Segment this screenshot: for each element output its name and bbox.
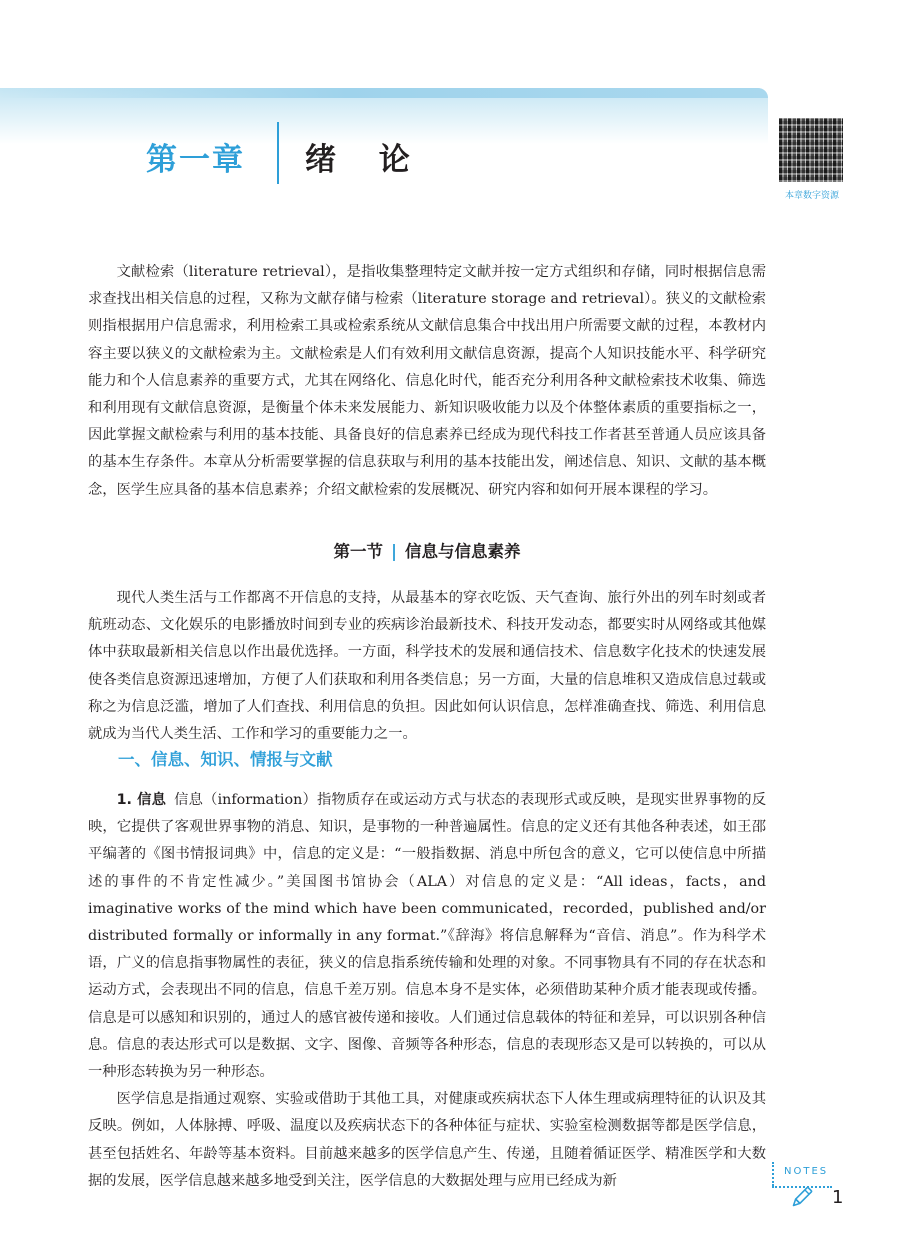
notes-label: NOTES xyxy=(784,1166,829,1177)
qr-caption: 本章数字资源 xyxy=(784,191,839,201)
subsection-heading: 一、信息、知识、情报与文献 xyxy=(118,750,333,769)
medical-information-paragraph: 医学信息是指通过观察、实验或借助于其他工具，对健康或疾病状态下人体生理或病理特征的认识及其反映。例如，人体脉搏、呼吸、温度以及疾病状态下的各种体征与症状、实验室检测数据等都是医学信息，甚至包括姓名、年龄等基本资料。目前越来越多的医学信息产生、传递，且随着循证医学、精准医学和大数据的发展，医学信息越来越多地受到关注，医学信息的大数据处理与应用已经成为新 xyxy=(88,1091,766,1189)
information-paragraph xyxy=(88,787,766,1086)
qr-code-icon[interactable] xyxy=(779,118,843,182)
section-paragraph: 现代人类生活与工作都离不开信息的支持，从最基本的穿衣吃饭、天气查询、旅行外出的列车时刻或者航班动态、文化娱乐的电影播放时间到专业的疾病诊治最新技术、科技开发动态，都要实时从网络或其他媒体中获取最新相关信息以作出最优选择。一方面，科学技术的发展和通信技术、信息数字化技术的快速发展使各类信息资源迅速增加，方便了人们获取和利用各类信息；另一方面，大量的信息堆积又造成信息过载或称之为信息泛滥，增加了人们查找、利用信息的负担。因此如何认识信息，怎样准确查找、筛选、利用信息就成为当代人类生活、工作和学习的重要能力之一。 xyxy=(88,590,766,743)
notes-rule xyxy=(772,1162,774,1186)
intro-paragraph: 文献检索（literature retrieval），是指收集整理特定文献并按一定方式组织和存储，同时根据信息需求查找出相关信息的过程，又称为文献存储与检索（literature storage and retrieval）。狭义的文献检索则指根据用户信息需求，利用检索工具或检索系统从文献信息集合中找出用户所需要文献的过程，本教材内容主要以狭义的文献检索为主。文献检索是人们有效利用文献信息资源，提高个人知识技能水平、科学研究能力和个人信息素养的重要方式，尤其在网络化、信息化时代，能否充分利用各种文献检索技术收集、筛选和利用现有文献信息资源，是衡量个体未来发展能力、新知识吸收能力以及个体整体素质的重要指标之一，因此掌握文献检索与利用的基本技能、具备良好的信息素养已经成为现代科技工作者甚至普通人员应该具备的基本生存条件。本章从分析需要掌握的信息获取与利用的基本技能出发，阐述信息、知识、文献的基本概念，医学生应具备的基本信息素养；介绍文献检索的发展概况、研究内容和如何开展本课程的学习。 xyxy=(88,264,766,498)
chapter-divider xyxy=(277,122,279,184)
digital-resource-qr[interactable] xyxy=(779,118,845,201)
pencil-icon xyxy=(788,1183,816,1211)
information-definition-block xyxy=(88,787,766,1195)
intro-block xyxy=(88,259,766,504)
page-number: 1 xyxy=(832,1187,844,1208)
item-text: 信息（information）指物质存在或运动方式与状态的表现形式或反映，是现实世界事物的反映，它提供了客观世界事物的消息、知识，是事物的一种普遍属性。信息的定义还有其他各种表述，如王邵平编著的《图书情报词典》中，信息的定义是：“一般指数据、消息中所包含的意义，它可以使信息中所描述的事件的不肯定性减少。”美国图书馆协会（ALA）对信息的定义是：“All ideas，facts，and imaginative works of the mind which have been communicated，recorded，published and/or distributed formally or informally in any format.”《辞海》将信息解释为“音信、消息”。作为科学术语，广义的信息指事物属性的表征，狭义的信息指系统传输和处理的对象。不同事物具有不同的存在状态和运动方式，会表现出不同的信息，信息千差万别。信息本身不是实体，必须借助某种介质才能表现或传播。信息是可以感知和识别的，通过人的感官被传递和接收。人们通过信息载体的特征和差异，可以识别各种信息。信息的表达形式可以是数据、文字、图像、音频等各种形态，信息的表现形态又是可以转换的，可以从一种形态转换为另一种形态。 xyxy=(88,792,766,1081)
section-number: 第一节 xyxy=(333,542,383,561)
chapter-label: 第一章 xyxy=(146,142,245,178)
chapter-title: 绪 论 xyxy=(305,142,426,178)
section-heading xyxy=(88,538,766,562)
section-title: 信息与信息素养 xyxy=(405,542,521,561)
section-intro-block xyxy=(88,585,766,748)
item-lead: 1. 信息 xyxy=(116,792,167,808)
section-separator: | xyxy=(390,542,398,561)
